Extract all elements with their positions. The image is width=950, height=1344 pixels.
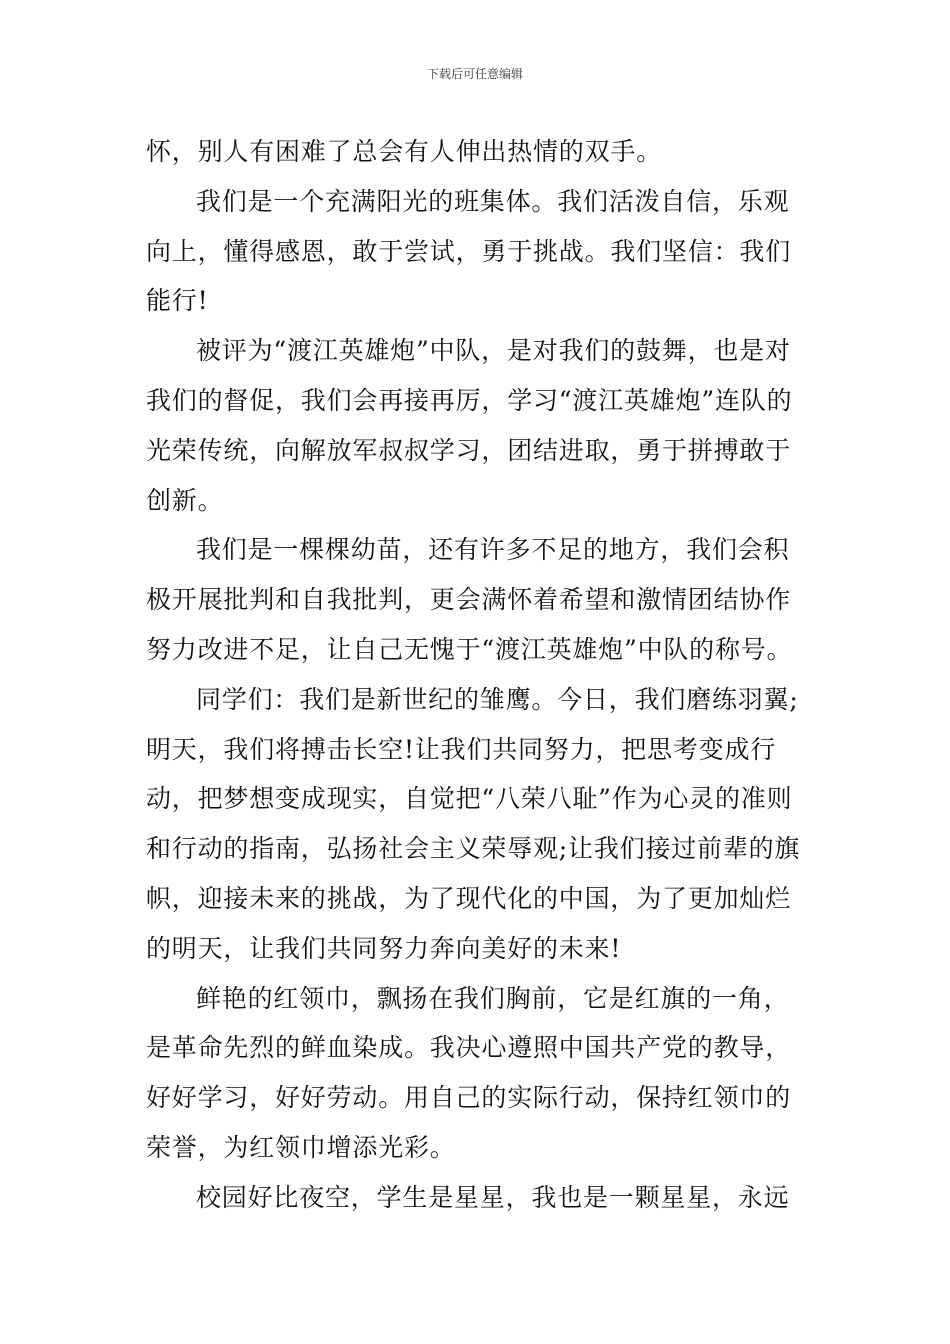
document-body: [146, 127, 814, 1223]
paragraph: 我们是一个充满阳光的班集体。我们活泼自信，乐观向上，懂得感恩，敢于尝试，勇于挑战。我们坚信：我们能行!: [146, 186, 792, 316]
page-header-note: 下载后可任意编辑: [426, 67, 523, 81]
paragraph-truncated: 校园好比夜空，学生是星星，我也是一颗星星，永远: [196, 1182, 790, 1212]
paragraph: 鲜艳的红领巾，飘扬在我们胸前，它是红旗的一角，是革命先烈的鲜血染成。我决心遵照中国共产党的教导，好好学习，好好劳动。用自己的实际行动，保持红领巾的荣誉，为红领巾增添光彩。: [146, 983, 792, 1162]
paragraph-continuation: 怀，别人有困难了总会有人伸出热情的双手。: [146, 137, 663, 166]
paragraph: 我们是一棵棵幼苗，还有许多不足的地方，我们会积极开展批判和自我批判，更会满怀着希望和激情团结协作努力改进不足，让自己无愧于“渡江英雄炮”中队的称号。: [146, 535, 793, 664]
paragraph: 同学们：我们是新世纪的雏鹰。今日，我们磨练羽翼;明天，我们将搏击长空!让我们共同努力，把思考变成行动，把梦想变成现实，自觉把“八荣八耻”作为心灵的准则和行动的指南，弘扬社会主义荣辱观;让我们接过前辈的旗帜，迎接未来的挑战，为了现代化的中国，为了更加灿烂的明天，让我们共同努力奔向美好的未来!: [146, 684, 801, 963]
paragraph: 被评为“渡江英雄炮”中队，是对我们的鼓舞，也是对我们的督促，我们会再接再厉，学习“渡江英雄炮”连队的光荣传统，向解放军叔叔学习，团结进取，勇于拼搏敢于创新。: [146, 336, 793, 515]
